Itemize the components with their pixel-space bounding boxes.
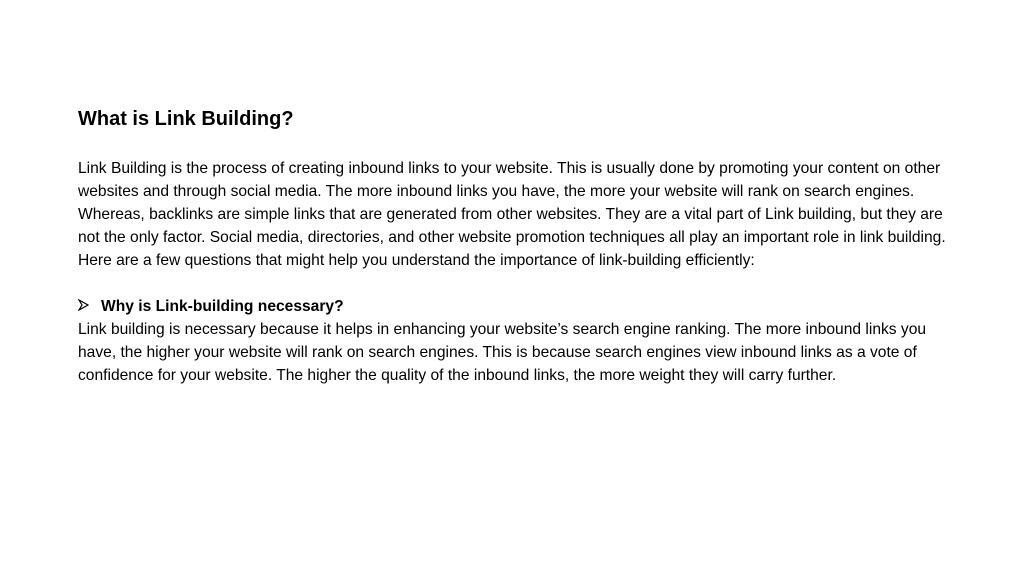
intro-paragraph: Link Building is the process of creating inbound links to your website. This is usually done by promoting your content on other websites and through social media. The more inbound links you have, the more your website will rank on search engines. [78, 160, 941, 200]
necessity-paragraph: Link building is necessary because it helps in enhancing your website’s search engine ranking. The more inbound links you have, the higher your website will rank on search engines. This is because search engines view inbound links as a vote of confidence for your website. The higher the quality of the inbound links, the more weight they will carry further. [78, 321, 927, 384]
arrow-bullet-icon-shape [78, 299, 89, 311]
spacer [78, 272, 962, 295]
bullet-heading: Why is Link-building necessary? [101, 298, 344, 315]
arrow-bullet-icon [78, 295, 101, 318]
spacer [78, 134, 962, 157]
backlinks-paragraph: Whereas, backlinks are simple links that are generated from other websites. They are a vital part of Link building, but they are not the only factor. Social media, directories, and other website promotion techniques all play an important role in link building. Here are a few questions that might help you understand the importance of link-building efficiently: [78, 206, 946, 269]
bullet-heading-row [78, 295, 962, 318]
page-title: What is Link Building? [78, 108, 294, 130]
slide-content [78, 104, 962, 387]
